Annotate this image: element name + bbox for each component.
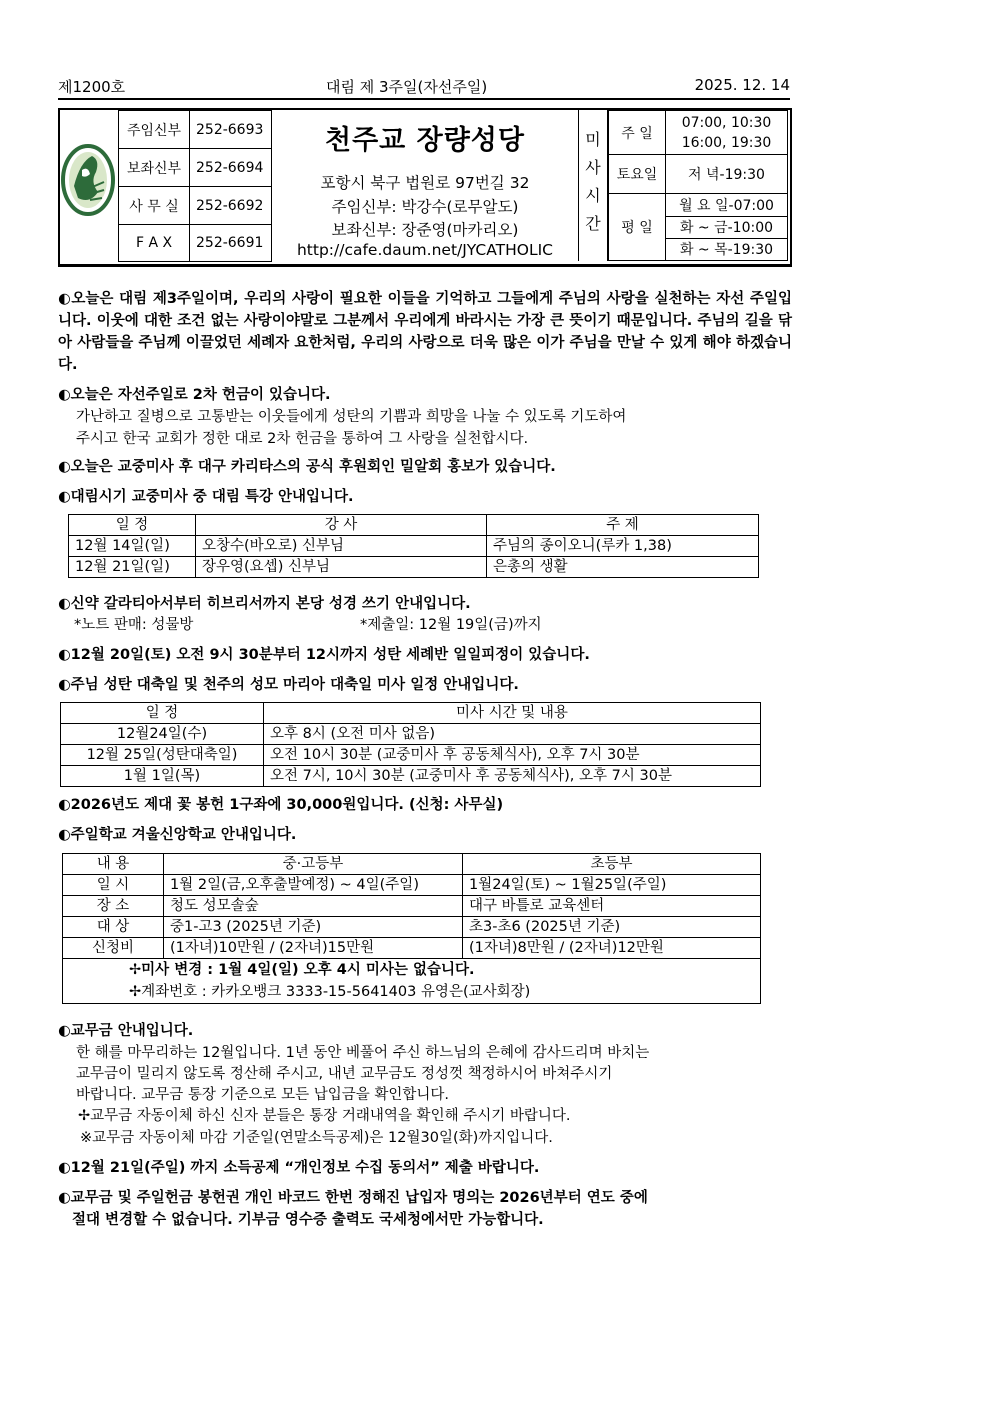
header-rule <box>58 98 790 100</box>
table-cell: 청도 성모솔숲 <box>164 896 463 917</box>
table-cell: (1자녀)10만원 / (2자녀)15만원 <box>164 938 463 959</box>
table-header: 내 용 <box>63 854 164 875</box>
table-cell: 대구 바틀로 교육센터 <box>463 896 761 917</box>
issue-number: 제1200호 <box>58 78 126 96</box>
weekday-time: 화 ~ 금-10:00 <box>666 216 788 238</box>
notice-winter-school-title: ◐주일학교 겨울신앙학교 안내입니다. <box>58 827 297 843</box>
table-header: 강 사 <box>196 515 487 536</box>
parish-address: 포항시 북구 법원로 97번길 32 <box>320 174 530 192</box>
notice-tax-consent: ◐12월 21일(주일) 까지 소득공제 “개인정보 수집 동의서” 제출 바랍니다. <box>58 1160 540 1176</box>
notice-retreat: ◐12월 20일(토) 오전 9시 30분부터 12시까지 성탄 세례반 일일피정이 있습니다. <box>58 647 590 663</box>
notice-bible-note: *제출일: 12월 19일(금)까지 <box>360 617 542 633</box>
notice-tithe-title: ◐교무금 안내입니다. <box>58 1023 194 1039</box>
contact-role: F A X <box>119 225 190 262</box>
school-account: ✢계좌번호 : 카카오뱅크 3333-15-5641403 유영은(교사회장) <box>129 984 531 1000</box>
notice-bible-note: *노트 판매: 성물방 <box>74 617 194 633</box>
table-cell: (1자녀)8만원 / (2자녀)12만원 <box>463 938 761 959</box>
saturday-time: 저 녁-19:30 <box>666 155 788 193</box>
table-cell: 12월 25일(성탄대축일) <box>61 745 264 766</box>
contact-role: 주임신부 <box>119 111 190 149</box>
notice-tithe-line: ✢교무금 자동이체 하신 신자 분들은 통장 거래내역을 확인해 주시기 바랍니다. <box>78 1108 571 1124</box>
table-cell: 중1-고3 (2025년 기준) <box>164 917 463 938</box>
sunday-time: 16:00, 19:30 <box>681 134 772 151</box>
winter-school-table <box>62 853 761 1004</box>
sunday-time: 07:00, 10:30 <box>681 114 772 131</box>
contact-phone: 252-6694 <box>190 149 272 187</box>
notice-second-collection-line: 주시고 한국 교회가 정한 대로 2차 헌금을 통하여 그 사랑을 실천합시다. <box>76 431 529 447</box>
table-row <box>63 938 761 959</box>
table-header: 미사 시간 및 내용 <box>264 703 761 724</box>
table-row <box>69 536 759 557</box>
lecture-table <box>68 514 759 578</box>
notice-bible-writing-title: ◐신약 갈라티아서부터 히브리서까지 본당 성경 쓰기 안내입니다. <box>58 596 471 612</box>
notice-tithe-line: 한 해를 마무리하는 12월입니다. 1년 동안 베풀어 주신 하느님의 은혜에 감사드리며 바치는 <box>76 1045 650 1061</box>
mass-label-char: 미 <box>585 130 601 149</box>
table-row <box>61 766 761 787</box>
mass-label-char: 시 <box>585 186 601 205</box>
table-header: 초등부 <box>463 854 761 875</box>
notice-barcode: ◐교무금 및 주일헌금 봉헌권 개인 바코드 한번 정해진 납입자 명의는 2026년부터 연도 중에 <box>58 1190 648 1206</box>
table-cell: 오창수(바오로) 신부님 <box>196 536 487 557</box>
table-row <box>61 724 761 745</box>
parish-info <box>272 112 578 260</box>
notice-tithe-line: ※교무금 자동이체 마감 기준일(연말소득공제)은 12월30일(화)까지입니다. <box>80 1130 553 1146</box>
notice-christmas-title: ◐주님 성탄 대축일 및 천주의 성모 마리아 대축일 미사 일정 안내입니다. <box>58 677 519 693</box>
table-row <box>63 917 761 938</box>
notice-tithe-line: 교무금이 밀리지 않도록 정산해 주시고, 내년 교무금도 정성껏 책정하시어 바쳐주시기 <box>76 1066 613 1082</box>
table-cell: 장우영(요셉) 신부님 <box>196 557 487 578</box>
contact-phone: 252-6693 <box>190 111 272 149</box>
liturgical-day: 대림 제 3주일(자선주일) <box>326 78 488 96</box>
weekday-label: 평 일 <box>609 193 666 260</box>
bulletin-header <box>58 76 790 98</box>
table-header: 중·고등부 <box>164 854 463 875</box>
sunday-label: 주 일 <box>609 111 666 155</box>
contact-table <box>118 110 272 262</box>
notice-second-collection-title: ◐오늘은 자선주일로 2차 헌금이 있습니다. <box>58 387 331 403</box>
table-cell: 오전 7시, 10시 30분 (교중미사 후 공동체식사), 오후 7시 30분 <box>264 766 761 787</box>
table-row <box>69 557 759 578</box>
pastor-name: 주임신부: 박강수(로무알도) <box>331 198 519 216</box>
table-header: 일 정 <box>69 515 196 536</box>
notice-barcode-line: 절대 변경할 수 없습니다. 기부금 영수증 출력도 국세청에서만 가능합니다. <box>72 1212 544 1228</box>
mass-label-char: 간 <box>585 214 601 233</box>
notice-advent-lecture-title: ◐대림시기 교중미사 중 대림 특강 안내입니다. <box>58 489 354 505</box>
contact-phone: 252-6692 <box>190 187 272 225</box>
table-cell: 오후 8시 (오전 미사 없음) <box>264 724 761 745</box>
weekday-time: 월 요 일-07:00 <box>666 193 788 216</box>
table-cell: 은총의 생활 <box>487 557 759 578</box>
table-row <box>61 745 761 766</box>
notice-second-collection-line: 가난하고 질병으로 고통받는 이웃들에게 성탄의 기쁨과 희망을 나눌 수 있도록 기도하여 <box>76 409 627 425</box>
mass-schedule-table <box>608 110 788 261</box>
table-cell: 1월 1일(목) <box>61 766 264 787</box>
notice-tithe-line: 바랍니다. 교무금 통장 기준으로 모든 납입금을 확인합니다. <box>76 1087 450 1103</box>
table-cell: 대 상 <box>63 917 164 938</box>
notice-caritas: ◐오늘은 교중미사 후 대구 카리타스의 공식 후원회인 밀알회 홍보가 있습니다. <box>58 459 556 475</box>
table-cell: 12월 21일(일) <box>69 557 196 578</box>
table-cell: 장 소 <box>63 896 164 917</box>
contact-role: 보좌신부 <box>119 149 190 187</box>
contact-role: 사 무 실 <box>119 187 190 225</box>
notice-altar-flowers: ◐2026년도 제대 꽃 봉헌 1구좌에 30,000원입니다. (신청: 사무실) <box>58 797 504 813</box>
notice-advent-sunday: ◐오늘은 대림 제3주일이며, 우리의 사랑이 필요한 이들을 기억하고 그들에게 주님의 사랑을 실천하는 자선 주일입니다. 이웃에 대한 조건 없는 사랑이야말로 그분께서 우리에게 바라시는 가장 큰 뜻이기 때문입니다. 주님의 길을 닦아 사람들을 주님께 이끌었던 세례자 요한처럼, 우리의 사랑으로 더욱 많은 이가 주님을 만날 수 있게 해야 하겠습니다. <box>58 291 792 373</box>
contact-phone: 252-6691 <box>190 225 272 262</box>
mass-time-label <box>578 110 608 261</box>
table-cell: 주님의 종이오니(루카 1,38) <box>487 536 759 557</box>
table-header: 일 정 <box>61 703 264 724</box>
christmas-mass-table <box>60 702 761 787</box>
table-cell: 초3-초6 (2025년 기준) <box>463 917 761 938</box>
table-cell: 1월 2일(금,오후출발예정) ~ 4일(주일) <box>164 875 463 896</box>
bulletin-date: 2025. 12. 14 <box>694 76 790 94</box>
table-cell: 12월24일(수) <box>61 724 264 745</box>
table-row <box>63 875 761 896</box>
parish-logo <box>60 142 116 218</box>
school-mass-change: ✢미사 변경 : 1월 4일(일) 오후 4시 미사는 없습니다. <box>129 962 475 978</box>
parish-name: 천주교 장량성당 <box>325 125 525 156</box>
assistant-name: 보좌신부: 장준영(마카리오) <box>331 221 519 239</box>
table-cell: 일 시 <box>63 875 164 896</box>
table-cell: 12월 14일(일) <box>69 536 196 557</box>
saturday-label: 토요일 <box>609 155 666 193</box>
mass-label-char: 사 <box>585 158 601 177</box>
table-row <box>63 896 761 917</box>
table-cell: 오전 10시 30분 (교중미사 후 공동체식사), 오후 7시 30분 <box>264 745 761 766</box>
table-header: 주 제 <box>487 515 759 536</box>
parish-url[interactable]: http://cafe.daum.net/JYCATHOLIC <box>296 241 554 259</box>
table-cell: 신청비 <box>63 938 164 959</box>
weekday-time: 화 ~ 목-19:30 <box>666 238 788 260</box>
table-cell: 1월24일(토) ~ 1월25일(주일) <box>463 875 761 896</box>
